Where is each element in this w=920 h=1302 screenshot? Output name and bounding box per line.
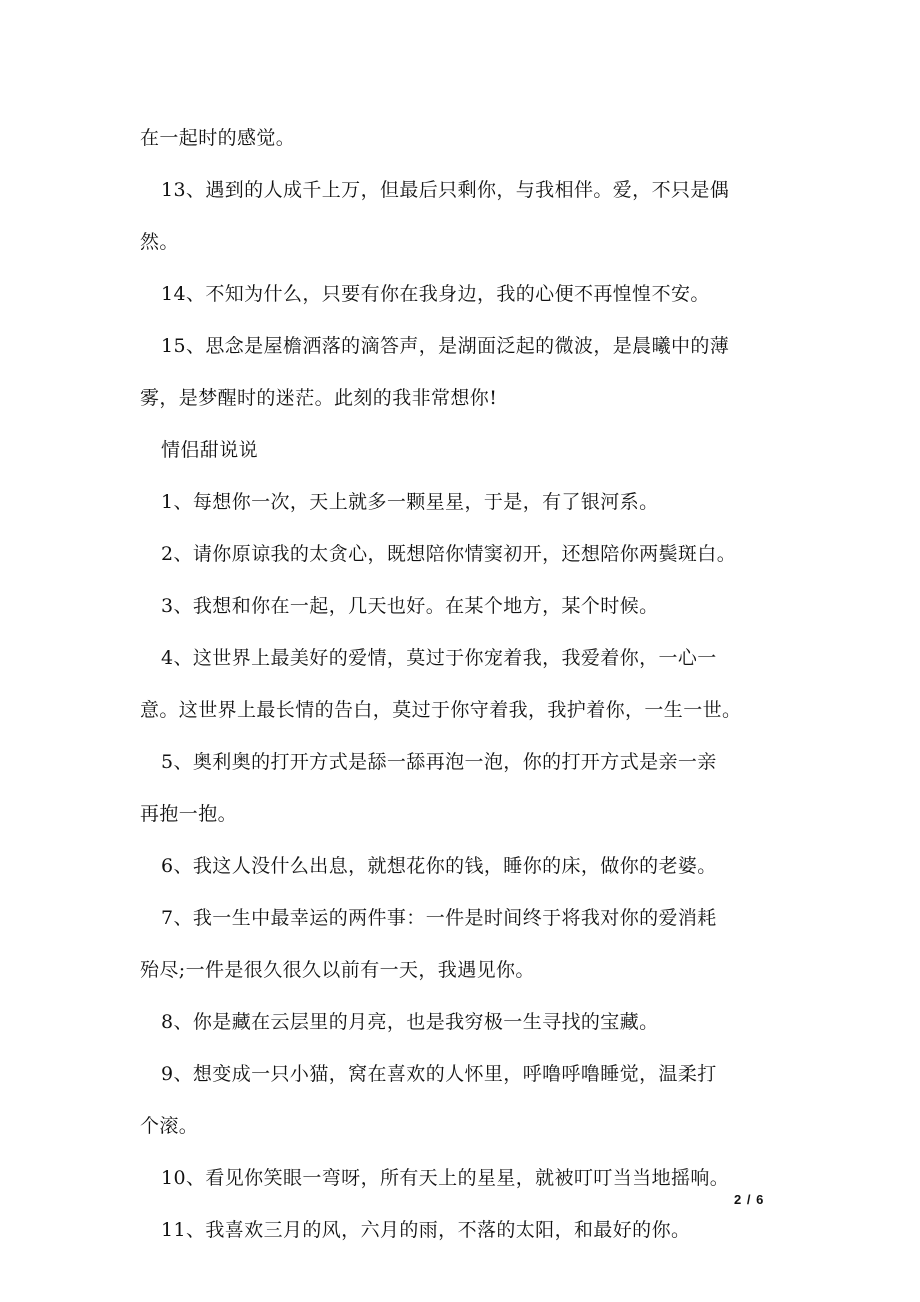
text-line: 然。 xyxy=(140,231,179,253)
page-number: 2 / 6 xyxy=(734,1192,765,1207)
text-line: 6、我这人没什么出息，就想花你的钱，睡你的床，做你的老婆。 xyxy=(161,855,717,877)
text-line: 13、遇到的人成千上万，但最后只剩你，与我相伴。爱，不只是偶 xyxy=(161,179,730,201)
text-line: 3、我想和你在一起，几天也好。在某个地方，某个时候。 xyxy=(161,595,659,617)
text-line: 7、我一生中最幸运的两件事：一件是时间终于将我对你的爱消耗 xyxy=(161,907,717,929)
text-line: 10、看见你笑眼一弯呀，所有天上的星星，就被叮叮当当地摇响。 xyxy=(161,1167,730,1189)
text-line: 5、奥利奥的打开方式是舔一舔再泡一泡，你的打开方式是亲一亲 xyxy=(161,751,717,773)
text-line: 殆尽;一件是很久很久以前有一天，我遇见你。 xyxy=(140,959,535,981)
text-line: 14、不知为什么，只要有你在我身边，我的心便不再惶惶不安。 xyxy=(161,283,710,305)
text-line: 1、每想你一次，天上就多一颗星星，于是，有了银河系。 xyxy=(161,491,659,513)
text-line: 2、请你原谅我的太贪心，既想陪你情窦初开，还想陪你两鬓斑白。 xyxy=(161,543,737,565)
text-line: 意。这世界上最长情的告白，莫过于你守着我，我护着你，一生一世。 xyxy=(140,699,742,721)
document-body xyxy=(140,116,790,1260)
text-line: 个滚。 xyxy=(140,1115,199,1137)
text-line: 4、这世界上最美好的爱情，莫过于你宠着我，我爱着你，一心一 xyxy=(161,647,717,669)
text-line: 再抱一抱。 xyxy=(140,803,238,825)
text-line: 8、你是藏在云层里的月亮，也是我穷极一生寻找的宝藏。 xyxy=(161,1011,659,1033)
section-heading: 情侣甜说说 xyxy=(161,439,259,461)
text-line: 9、想变成一只小猫，窝在喜欢的人怀里，呼噜呼噜睡觉，温柔打 xyxy=(161,1063,717,1085)
text-line: 在一起时的感觉。 xyxy=(140,127,296,149)
text-line: 11、我喜欢三月的风，六月的雨，不落的太阳，和最好的你。 xyxy=(161,1219,691,1241)
text-line: 雾，是梦醒时的迷茫。此刻的我非常想你! xyxy=(140,387,498,409)
text-line: 15、思念是屋檐洒落的滴答声，是湖面泛起的微波，是晨曦中的薄 xyxy=(161,335,730,357)
